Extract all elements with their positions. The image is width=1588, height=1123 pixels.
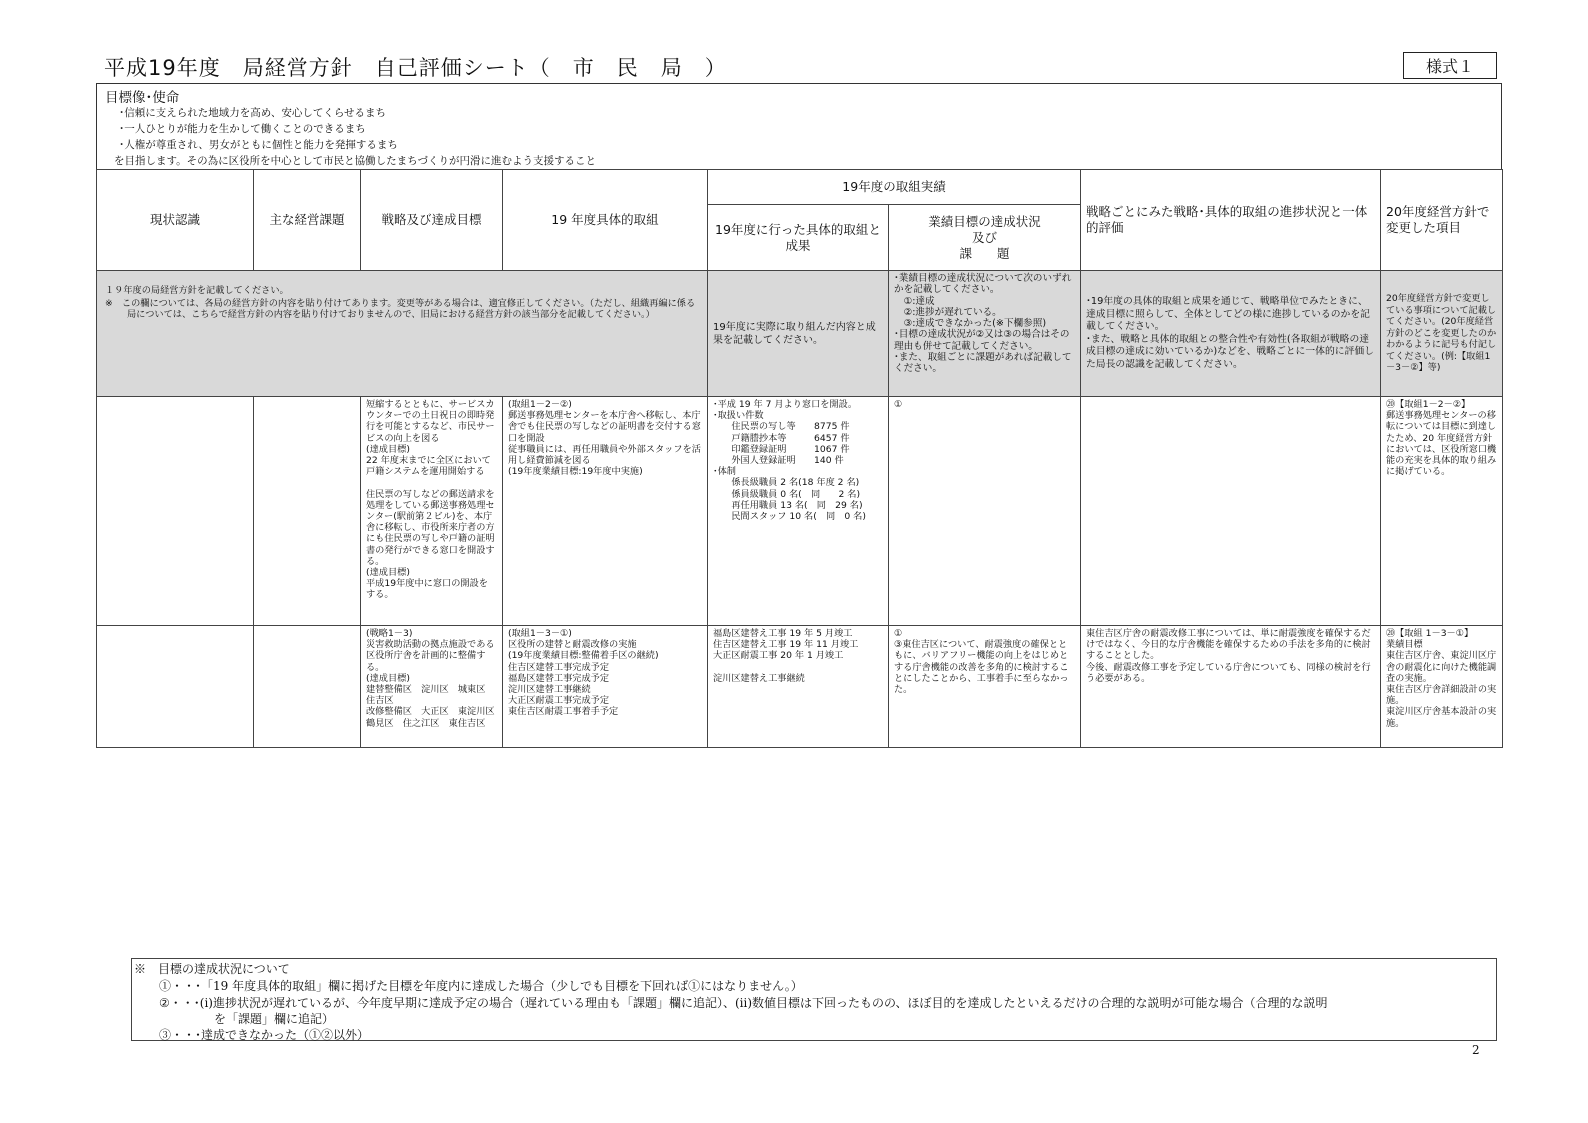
note-item: ①・・･「19 年度具体的取組」欄に掲げた目標を年度内に達成した場合（少しでも目標を下回れば①にはなりません。） — [159, 979, 803, 993]
form-number-badge: 様式１ — [1403, 52, 1497, 79]
note-item: ②・・･(ⅰ)進捗状況が遅れているが、今年度早期に達成予定の場合（遅れている理由も「課題」欄に追記）、(ⅱ)数値目標は下回ったものの、ほぼ目的を達成したといえるだけの合理的な説明が可能な場合（合理的な説明 — [159, 996, 1328, 1010]
guide-changes: 20年度経営方針で変更している事項について記載してください。(20年度経営方針のどこを変更したのかわかるように記号も付記してください。(例:【取組1－3－②】等) — [1381, 271, 1503, 397]
guide-results: 19年度に実際に取り組んだ内容と成果を記載してください。 — [708, 271, 889, 397]
cell-issues — [254, 626, 361, 748]
cell-current — [97, 397, 254, 626]
table-row — [97, 397, 1503, 626]
notes-box — [131, 958, 1497, 1041]
cell-strategy: (戦略1－3) 災害救助活動の拠点施設である区役所庁舎を計画的に整備する。 (達成目標) 建替整備区 淀川区 城東区 住吉区 改修整備区 大正区 東淀川区 鶴見区 住之江区 東住吉区 — [361, 626, 503, 748]
notes-heading: ※ 目標の達成状況について — [134, 962, 290, 976]
cell-evaluation: 東住吉区庁舎の耐震改修工事については、単に耐震強度を確保するだけではなく、今日的な庁舎機能を確保するための手法を多角的に検討することとした。 今後、耐震改修工事を予定している庁舎についても、同様の検討を行う必要がある。 — [1081, 626, 1381, 748]
col-header-achievement: 業績目標の達成状況 及び 課 題 — [889, 205, 1081, 271]
mission-heading: 目標像･使命 — [105, 90, 180, 106]
col-header-results-group: 19年度の取組実績 — [708, 170, 1081, 205]
note-item: を「課題」欄に追記） — [214, 1012, 335, 1026]
guide-main-note: ※ この欄については、各局の経営方針の内容を貼り付けてあります。変更等がある場合は、適宜修正してください。（ただし、組織再編に係る局については、こちらで経営方針の内容を貼り付けておりませんので、旧局における経営方針の該当部分を記載してください。） — [105, 298, 696, 321]
cell-results: ･平成 19 年 7 月より窓口を開設。 ･取扱い件数 住民票の写し等 8775 件 戸籍謄抄本等 6457 件 印鑑登録証明 1067 件 外国人登録証明 140 件 ･体制 係長級職員 2 名(18 年度 2 名) 係員級職員 0 名( 同 2 名) 再任用職員 13 名( 同 29 名) 民間スタッフ 10 名( 同 0 名) — [708, 397, 889, 626]
cell-achievement: ① — [889, 397, 1081, 626]
page-title: 平成19年度 局経営方針 自己評価シート（ 市 民 局 ） — [104, 56, 727, 80]
table-row — [97, 626, 1503, 748]
mission-line: を目指します。その為に区役所を中心として市民と協働したまちづくりが円滑に進むよう支援すること — [114, 155, 597, 167]
guide-main-line: １９年度の局経営方針を記載してください。 — [105, 285, 289, 296]
mission-line: ･信頼に支えられた地域力を高め、安心してくらせるまち — [119, 107, 387, 119]
cell-measures: (取組1－3－①) 区役所の建替と耐震改修の実施 (19年度業績目標:整備着手区の継続) 住吉区建替工事完成予定 福島区建替工事完成予定 淀川区建替工事継続 大正区耐震工事完成予定 東住吉区耐震工事着手予定 — [503, 626, 708, 748]
guide-evaluation: ･19年度の具体的取組と成果を通じて、戦略単位でみたときに、達成目標に照らして、全体としてどの様に進捗しているのかを記載してください。 ･また、戦略と具体的取組との整合性や有効性(各取組が戦略の達成目標の達成に効いているか)などを、戦略ごとに一体的に評価した局長の認識を記載してください。 — [1081, 271, 1381, 397]
cell-evaluation — [1081, 397, 1381, 626]
guide-main-cell — [97, 271, 708, 397]
col-header-current: 現状認識 — [97, 170, 254, 271]
cell-results: 福島区建替え工事 19 年 5 月竣工 住吉区建替え工事 19 年 11 月竣工 大正区耐震工事 20 年 1 月竣工 淀川区建替え工事継続 — [708, 626, 889, 748]
cell-changes: ⑳【取組1－2－②】 郵送事務処理センターの移転については目標に到達したため、20 年度経営方針においては、区役所窓口機能の充実を具体的取り組みに掲げている。 — [1381, 397, 1503, 626]
col-header-evaluation: 戦略ごとにみた戦略･具体的取組の進捗状況と一体的評価 — [1081, 170, 1381, 271]
page-number: 2 — [1472, 1043, 1480, 1057]
cell-changes: ⑳【取組 1－3－①】 業績目標 東住吉区庁舎、東淀川区庁舎の耐震化に向けた機能調査の実施。 東住吉区庁舎詳細設計の実施。 東淀川区庁舎基本設計の実施。 — [1381, 626, 1503, 748]
note-item: ③・・･達成できなかった（①②以外） — [159, 1028, 370, 1042]
col-header-results: 19年度に行った具体的取組と成果 — [708, 205, 889, 271]
cell-issues — [254, 397, 361, 626]
col-header-changes: 20年度経営方針で変更した項目 — [1381, 170, 1503, 271]
mission-box — [96, 83, 1502, 169]
evaluation-table — [96, 169, 1503, 748]
col-header-measures: 19 年度具体的取組 — [503, 170, 708, 271]
cell-achievement: ① ③東住吉区について、耐震強度の確保とともに、バリアフリー機能の向上をはじめとする庁舎機能の改善を多角的に検討することにしたことから、工事着手に至らなかった。 — [889, 626, 1081, 748]
cell-strategy: 短縮するとともに、サービスカウンターでの土日祝日の即時発行を可能とするなど、市民サービスの向上を図る (達成目標) 22 年度末までに全区において戸籍システムを運用開始する 住民票の写しなどの郵送請求を処理をしている郵送事務処理センター(駅前第２ビル)を、本庁舎に移転し、市役所来庁者の方にも住民票の写しや戸籍の証明書の発行ができる窓口を開設する。 (達成目標) 平成19年度中に窓口の開設をする。 — [361, 397, 503, 626]
col-header-issues: 主な経営課題 — [254, 170, 361, 271]
cell-current — [97, 626, 254, 748]
mission-line: ･一人ひとりが能力を生かして働くことのできるまち — [119, 123, 366, 135]
col-header-strategy: 戦略及び達成目標 — [361, 170, 503, 271]
mission-line: ･人権が尊重され、男女がともに個性と能力を発揮するまち — [119, 139, 398, 151]
cell-measures: (取組1－2－②) 郵送事務処理センターを本庁舎へ移転し、本庁舎でも住民票の写しなどの証明書を交付する窓口を開設 従事職員には、再任用職員や外部スタッフを活用し経費節減を図る (19年度業績目標:19年度中実施) — [503, 397, 708, 626]
guide-achievement: ･業績目標の達成状況について次のいずれかを記載してください。 ①:達成 ②:進捗が遅れている。 ③:達成できなかった(※下欄参照) ･目標の達成状況が②又は③の場合はその理由も併せて記載してください。 ･また、取組ごとに課題があれば記載してください。 — [889, 271, 1081, 397]
